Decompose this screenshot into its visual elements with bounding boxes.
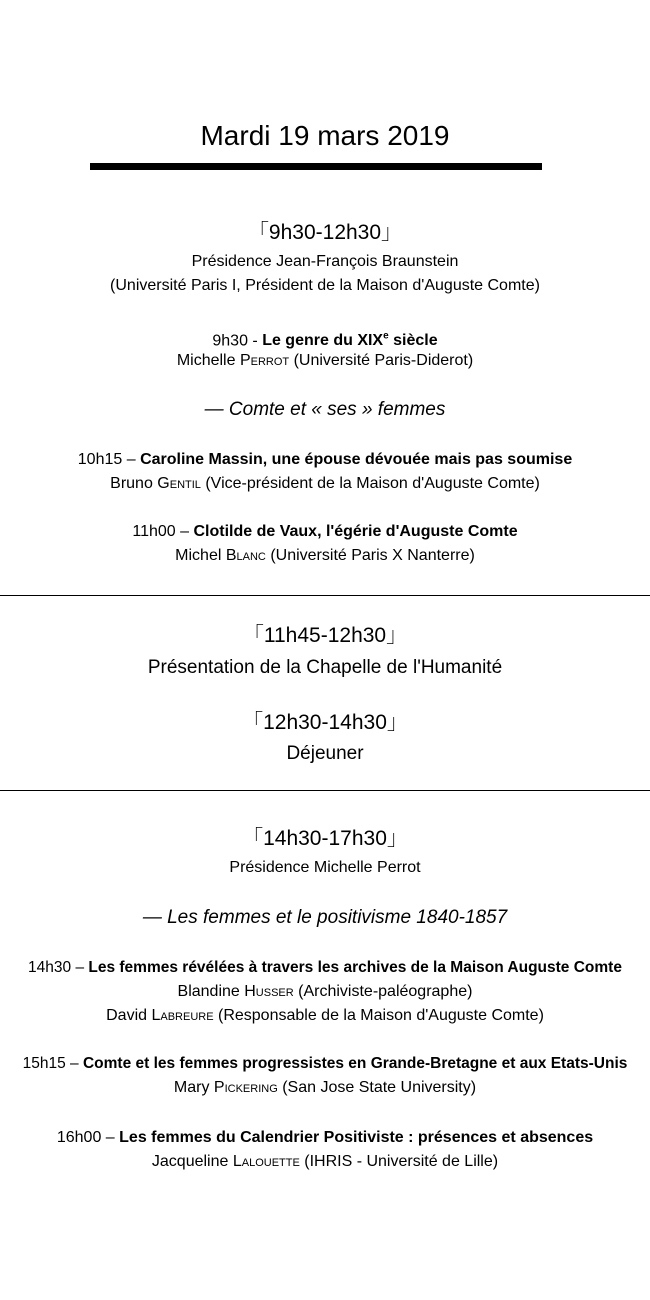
talk-time: 9h30 - xyxy=(212,332,263,350)
presentation-desc: Présentation de la Chapelle de l'Humanité xyxy=(147,657,503,678)
afternoon-presidence: Présidence Michelle Perrot xyxy=(229,859,421,876)
talk-speaker: Michel Blanc (Université Paris X Nanterre) xyxy=(175,547,475,564)
talk-title: Caroline Massin, une épouse dévouée mais pas soumise xyxy=(140,451,573,468)
talk-entry xyxy=(0,449,650,471)
talk-time: 11h00 – xyxy=(132,523,194,540)
session-theme: — Comte et « ses » femmes xyxy=(204,399,446,420)
talk-speaker: Mary Pickering (San Jose State University) xyxy=(173,1079,477,1096)
morning-presidence: Présidence Jean-François Braunstein xyxy=(191,253,459,270)
talk-time: 16h00 – xyxy=(56,1129,120,1146)
morning-slot: 「9h30-12h30」 xyxy=(247,221,403,244)
talk-title: Le genre du XIXe siècle xyxy=(262,331,438,350)
talk-speaker: Michelle Perrot (Université Paris-Diderot) xyxy=(176,352,474,369)
presentation-slot: 「11h45-12h30」 xyxy=(242,624,408,647)
talk-title: Les femmes du Calendrier Positiviste : présences et absences xyxy=(119,1129,594,1146)
section-divider xyxy=(0,790,650,791)
talk-title: Comte et les femmes progressistes en Grande-Bretagne et aux Etats-Unis xyxy=(82,1055,628,1072)
talk-speaker: Jacqueline Lalouette (IHRIS - Université de Lille) xyxy=(151,1153,499,1170)
afternoon-slot: 「14h30-17h30」 xyxy=(242,827,408,850)
talk-entry xyxy=(0,957,650,979)
talk-entry xyxy=(0,326,650,352)
morning-presidence-affiliation: (Université Paris I, Président de la Maison d'Auguste Comte) xyxy=(110,277,540,294)
section-divider xyxy=(0,595,650,596)
talk-entry xyxy=(0,1127,650,1149)
talk-time: 15h15 – xyxy=(22,1055,83,1072)
talk-title: Les femmes révélées à travers les archives de la Maison Auguste Comte xyxy=(88,959,622,976)
talk-speaker: Blandine Husser (Archiviste-paléographe) xyxy=(177,983,473,1000)
lunch-desc: Déjeuner xyxy=(286,743,364,764)
talk-speaker: Bruno Gentil (Vice-président de la Maison d'Auguste Comte) xyxy=(110,475,540,492)
title-underline xyxy=(90,163,542,170)
talk-entry xyxy=(0,521,650,543)
talk-time: 14h30 – xyxy=(28,959,89,976)
talk-speaker: David Labreure (Responsable de la Maison d'Auguste Comte) xyxy=(106,1007,544,1024)
talk-title: Clotilde de Vaux, l'égérie d'Auguste Comte xyxy=(193,523,518,540)
talk-time: 10h15 – xyxy=(77,451,141,468)
session-theme: — Les femmes et le positivisme 1840-1857 xyxy=(142,907,508,928)
lunch-slot: 「12h30-14h30」 xyxy=(242,711,408,734)
talk-entry xyxy=(0,1053,650,1075)
day-title: Mardi 19 mars 2019 xyxy=(200,120,450,151)
